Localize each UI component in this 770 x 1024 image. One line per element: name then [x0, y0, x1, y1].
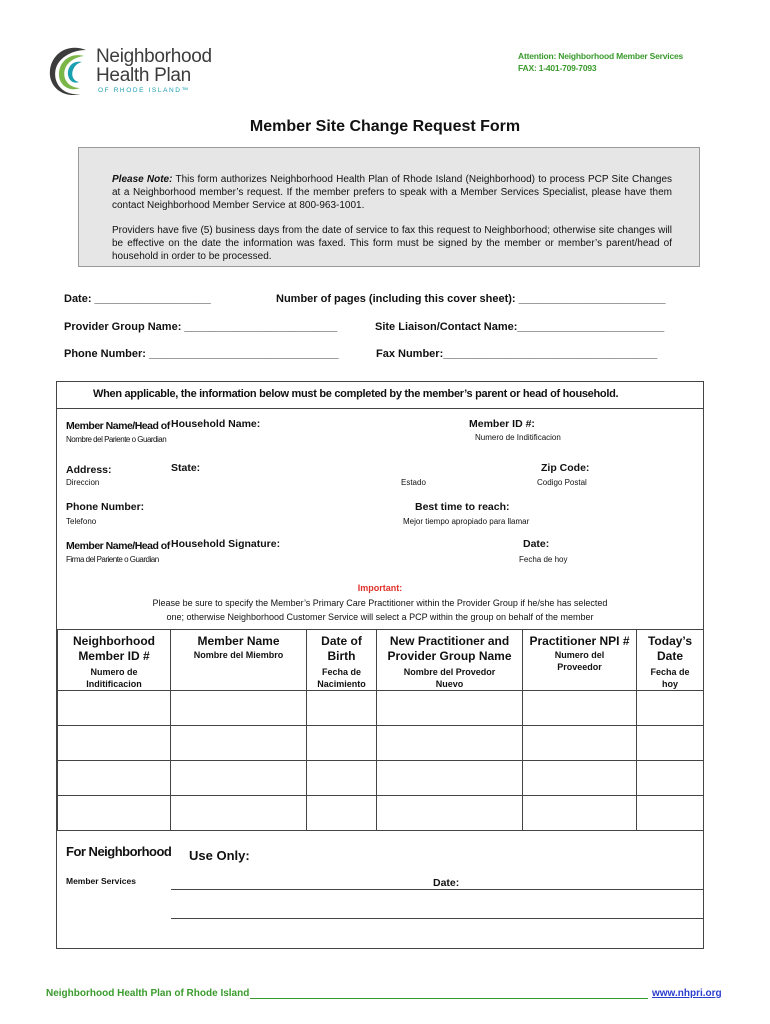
- col-member-id-header: Neighborhood Member ID # Numero de Inditificacion: [58, 630, 171, 691]
- table-cell[interactable]: [171, 726, 307, 761]
- member-box-header: When applicable, the information below must be completed by the member’s parent or head of household.: [93, 388, 619, 400]
- col-member-name-header: Member Name Nombre del Miembro: [171, 630, 307, 691]
- name-label-b[interactable]: Household Name:: [171, 418, 261, 430]
- nhp-swirl-logo-icon: [46, 44, 94, 100]
- pcp-change-table: [57, 629, 704, 831]
- table-cell[interactable]: [307, 796, 377, 831]
- phone-sp: Telefono: [66, 517, 97, 526]
- table-row: [58, 796, 704, 831]
- footer-divider: [250, 998, 648, 999]
- date-sp: Fecha de hoy: [519, 555, 568, 564]
- website-link[interactable]: www.nhpri.org: [652, 988, 722, 999]
- table-cell[interactable]: [307, 761, 377, 796]
- neighborhood-logo: [46, 42, 246, 102]
- logo-line-3: OF RHODE ISLAND™: [98, 87, 190, 94]
- site-liaison-field[interactable]: Site Liaison/Contact Name:________________________: [375, 321, 665, 333]
- col-practitioner-header: New Practitioner and Provider Group Name Nombre del Provedor Nuevo: [377, 630, 523, 691]
- phone-field[interactable]: Phone Number: _______________________________: [64, 348, 339, 360]
- table-cell[interactable]: [377, 726, 523, 761]
- attention-block: [518, 50, 683, 74]
- sig-sp: Firma del Pariente o Guardian: [66, 555, 159, 564]
- table-header-row: [58, 630, 704, 691]
- office-line-2: [171, 918, 703, 919]
- table-row: [58, 691, 704, 726]
- important-label: Important:: [357, 583, 403, 593]
- member-services-label: Member Services: [66, 876, 136, 886]
- zip-label[interactable]: Zip Code:: [541, 462, 590, 474]
- member-info-box: [56, 381, 704, 949]
- table-cell[interactable]: [523, 796, 637, 831]
- table-row: [58, 761, 704, 796]
- table-cell[interactable]: [171, 761, 307, 796]
- note-paragraph-2: Providers have five (5) business days from the date of service to fax this request to Neighborhood; otherwise site changes will be effective on the date the information was faxed. This form must be signed by the member or member’s parent/head of household in order to be processed.: [112, 225, 672, 262]
- table-cell[interactable]: [523, 726, 637, 761]
- fax-field[interactable]: Fax Number:___________________________________: [376, 348, 658, 360]
- state-sp: Estado: [401, 478, 426, 487]
- table-cell[interactable]: [637, 691, 704, 726]
- note-label: Please Note:: [112, 174, 173, 185]
- phone-label[interactable]: Phone Number:: [66, 501, 145, 513]
- table-cell[interactable]: [58, 726, 171, 761]
- note-box: [78, 147, 700, 267]
- table-cell[interactable]: [637, 761, 704, 796]
- name-sp: Nombre del Pariente o Guardian: [66, 435, 167, 444]
- table-cell[interactable]: [171, 796, 307, 831]
- name-label-a: Member Name/Head of: [66, 420, 170, 432]
- office-line-1: [171, 889, 703, 890]
- table-cell[interactable]: [58, 796, 171, 831]
- table-cell[interactable]: [637, 726, 704, 761]
- note-text-1: This form authorizes Neighborhood Health Plan of Rhode Island (Neighborhood) to process PCP Site Changes at a Neighborhood member’s request. If the member prefers to speak with a Member Services Specialist, please have them contact Neighborhood Member Service at 800-963-1001.: [112, 174, 672, 211]
- date-field[interactable]: Date: ___________________: [64, 293, 211, 305]
- best-time-label[interactable]: Best time to reach:: [415, 501, 510, 513]
- address-label[interactable]: Address:: [66, 464, 112, 476]
- table-cell[interactable]: [58, 691, 171, 726]
- sig-label-b[interactable]: Household Signature:: [171, 538, 281, 550]
- member-id-sp: Numero de Inditificacion: [475, 433, 561, 442]
- table-cell[interactable]: [171, 691, 307, 726]
- col-today-header: Today’s Date Fecha de hoy: [637, 630, 704, 691]
- col-dob-header: Date of Birth Fecha de Nacimiento: [307, 630, 377, 691]
- use-only-label: Use Only:: [189, 848, 250, 863]
- table-cell[interactable]: [637, 796, 704, 831]
- table-cell[interactable]: [377, 796, 523, 831]
- member-id-label[interactable]: Member ID #:: [469, 418, 535, 430]
- sig-label-a: Member Name/Head of: [66, 540, 170, 552]
- table-cell[interactable]: [307, 726, 377, 761]
- provider-group-field[interactable]: Provider Group Name: _________________________: [64, 321, 338, 333]
- fax-line: FAX: 1-401-709-7093: [518, 63, 597, 73]
- footer-left: Neighborhood Health Plan of Rhode Island: [46, 988, 250, 999]
- pages-field[interactable]: Number of pages (including this cover sheet): ________________________: [276, 293, 666, 305]
- best-time-sp: Mejor tiempo apropiado para llamar: [403, 517, 530, 526]
- table-cell[interactable]: [523, 691, 637, 726]
- form-title: Member Site Change Request Form: [249, 118, 521, 135]
- note-paragraph-1: [112, 174, 672, 212]
- table-row: [58, 726, 704, 761]
- col-npi-header: Practitioner NPI # Numero del Proveedor: [523, 630, 637, 691]
- logo-line-1: Neighborhood: [96, 46, 212, 67]
- zip-sp: Codigo Postal: [537, 478, 587, 487]
- table-cell[interactable]: [377, 691, 523, 726]
- state-label[interactable]: State:: [171, 462, 201, 474]
- member-box-header-bar: [57, 382, 703, 409]
- date-label[interactable]: Date:: [523, 538, 550, 550]
- logo-line-2: Health Plan: [96, 65, 191, 86]
- table-cell[interactable]: [523, 761, 637, 796]
- table-cell[interactable]: [307, 691, 377, 726]
- address-sp: Direccion: [66, 478, 100, 487]
- instruction-line-2: one; otherwise Neighborhood Customer Service will select a PCP within the group on behalf of the member: [166, 612, 594, 622]
- table-cell[interactable]: [377, 761, 523, 796]
- instruction-line-1: Please be sure to specify the Member’s Primary Care Practitioner within the Provider Group if he/she has selected: [152, 598, 608, 608]
- for-neighborhood-label: For Neighborhood: [66, 844, 172, 859]
- office-date-label[interactable]: Date:: [433, 877, 460, 889]
- attention-line: Attention: Neighborhood Member Services: [518, 51, 684, 61]
- table-cell[interactable]: [58, 761, 171, 796]
